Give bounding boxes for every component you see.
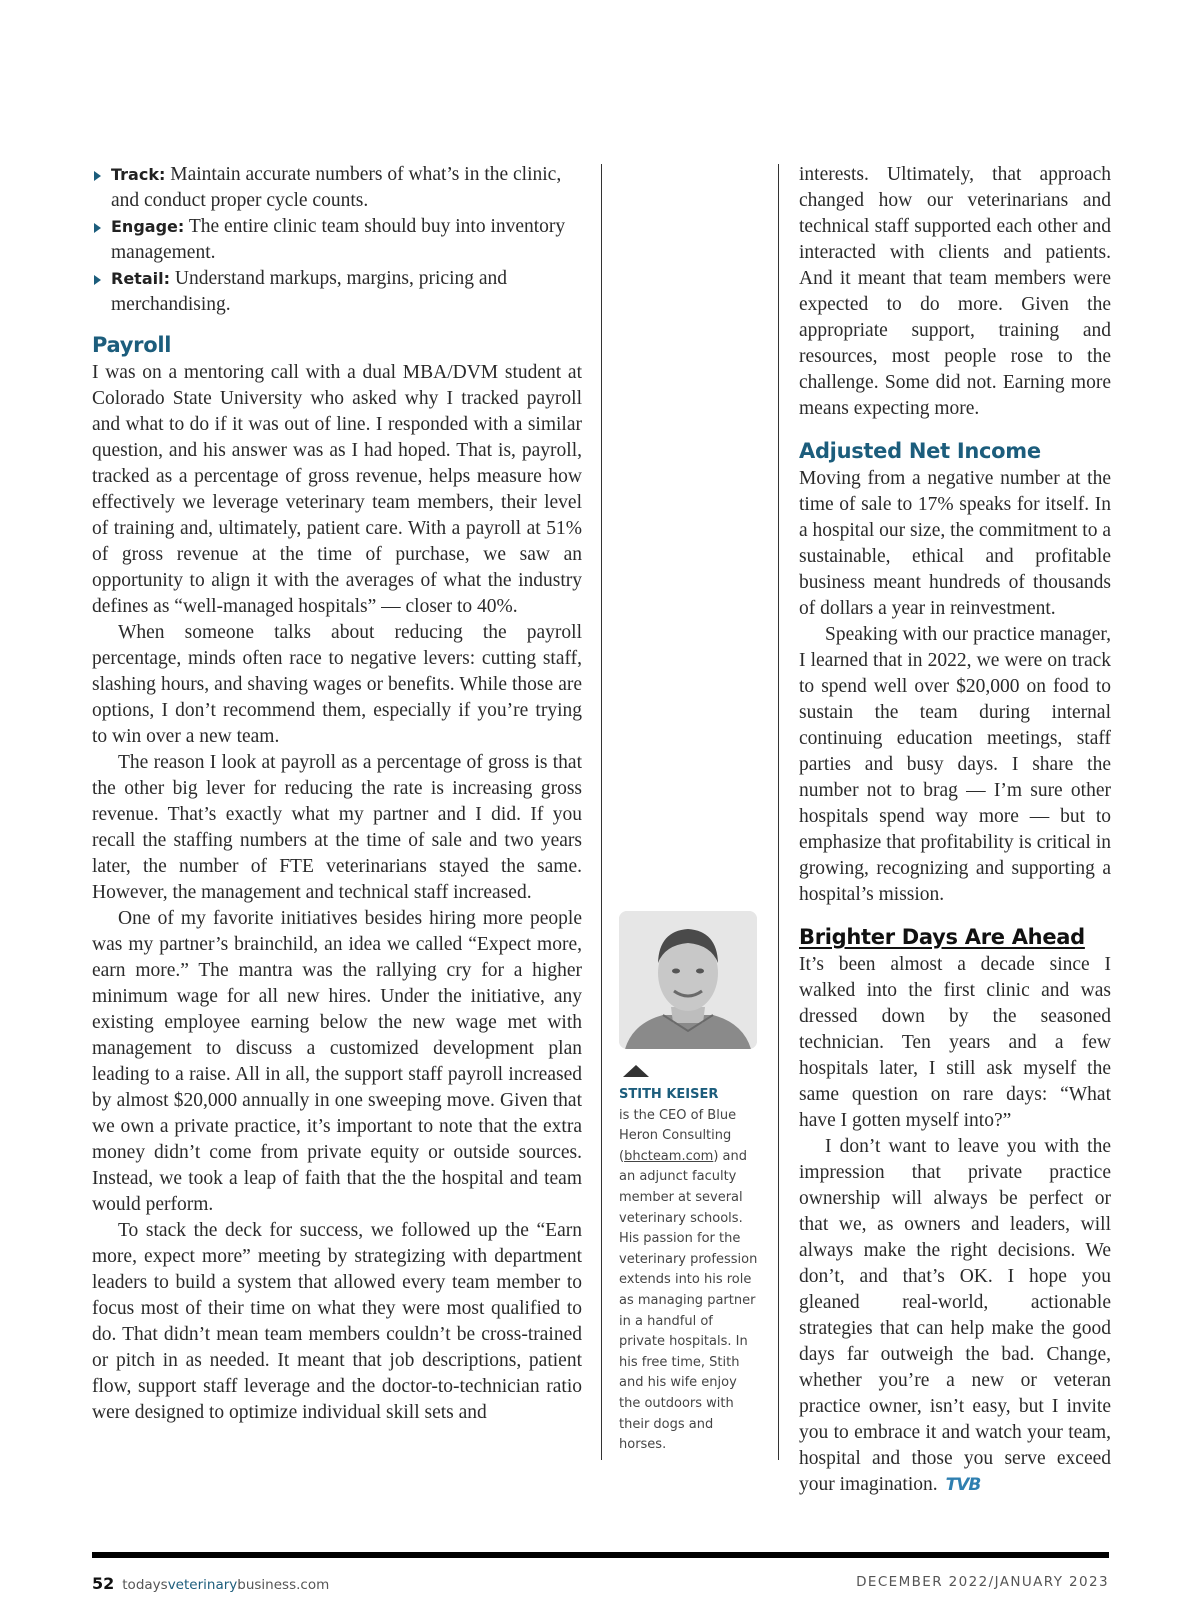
body-paragraph — [799, 1134, 1111, 1498]
section-heading-brighter-days: Brighter Days Are Ahead — [799, 925, 1085, 949]
footer-rule — [92, 1552, 1109, 1558]
author-portrait-image — [619, 911, 757, 1049]
body-paragraph: It’s been almost a decade since I walked into the first clinic and was dressed down by the seasoned technician. Ten years and a few hospitals later, I still ask myself the same question on rare days: “What have I gotten myself into?” — [799, 954, 1111, 1131]
author-photo — [619, 911, 757, 1049]
right-column — [799, 162, 1111, 1498]
bio-text: ) and an adjunct faculty member at several veterinary schools. His passion for the veterinary profession extends into his role as managing partner in a handful of private hospitals. In his free time, Stith and his wife enjoy the outdoors with their dogs and horses. — [619, 1148, 758, 1453]
site-url-part2: veterinary — [167, 1577, 238, 1593]
body-paragraph: When someone talks about reducing the payroll percentage, minds often race to negative levers: cutting staff, slashing hours, and shaving wages or benefits. While those are options, I don’t recommend them, especially if you’re trying to win over a new team. — [92, 622, 582, 747]
author-bio — [619, 1085, 761, 1456]
list-item — [92, 266, 582, 318]
author-name: STITH KEISER — [619, 1087, 719, 1102]
section-heading-payroll: Payroll — [92, 333, 172, 357]
body-paragraph: Speaking with our practice manager, I learned that in 2022, we were on track to spend well over $20,000 on food to sustain the team during internal continuing education meetings, staff parties and busy days. I share the number not to brag — I’m sure other hospitals spend way more — but to emphasize that profitability is critical in growing, recognizing and supporting a hospital’s mission. — [799, 624, 1111, 905]
body-paragraph: One of my favorite initiatives besides hiring more people was my partner’s brainchild, an idea we called “Expect more, earn more.” The mantra was the rallying cry for a higher minimum wage for all new hires. Under the initiative, any existing employee earning below the new wage met with management to discuss a customized development plan leading to a raise. All in all, the support staff payroll increased by almost $20,000 annually in one sweeping move. Given that we own a private practice, it’s important to note that the extra money didn’t come from private equity or outside sources. Instead, we took a leap of faith that the the hospital and team would perform. — [92, 908, 582, 1215]
bullet-lead: Track: — [111, 165, 166, 184]
footer-left — [92, 1574, 329, 1593]
bullet-lead: Engage: — [111, 217, 185, 236]
tvb-logo: TVB — [945, 1475, 981, 1495]
left-column — [92, 162, 582, 1426]
triangle-up-icon — [623, 1065, 649, 1077]
list-item — [92, 214, 582, 266]
bullet-text: Understand markups, margins, pricing and merchandising. — [111, 268, 508, 315]
body-paragraph: interests. Ultimately, that approach changed how our veterinarians and technical staff supported each other and interacted with clients and patients. And it meant that team members were expected to do more. Given the appropriate support, training and resources, most people rose to the challenge. Some did not. Earning more means expecting more. — [799, 164, 1111, 419]
page-number: 52 — [92, 1574, 115, 1593]
bullet-lead: Retail: — [111, 269, 170, 288]
body-paragraph: To stack the deck for success, we followed up the “Earn more, expect more” meeting by strategizing with department leaders to build a system that allowed every team member to focus most of their time on what they were most qualified to do. That didn’t mean team members couldn’t be cross-trained or pitch in as needed. It meant that job descriptions, patient flow, support staff leverage and the doctor-to-technician ratio were designed to optimize individual skill sets and — [92, 1220, 582, 1423]
bullet-list — [92, 162, 582, 318]
bio-text: is the CEO of Blue Heron Consulting ( — [619, 1107, 737, 1164]
site-url-part3: business.com — [237, 1577, 330, 1593]
column-divider — [601, 164, 602, 1460]
bullet-text: The entire clinic team should buy into inventory management. — [111, 216, 566, 263]
body-paragraph: I was on a mentoring call with a dual MBA/DVM student at Colorado State University who asked why I tracked payroll and what to do if it was out of line. I responded with a similar question, and his answer was as I had hoped. That is, payroll, tracked as a percentage of gross revenue, helps measure how effectively we leverage veterinary team members, their level of training and, ultimately, patient care. With a payroll at 51% of gross revenue at the time of purchase, we saw an opportunity to align it with the averages of what the industry defines as “well-managed hospitals” — closer to 40%. — [92, 362, 582, 617]
site-url-part1: todays — [122, 1577, 168, 1593]
author-website-link[interactable]: bhcteam.com — [624, 1148, 714, 1164]
section-heading-adjusted-net-income: Adjusted Net Income — [799, 439, 1041, 463]
list-item — [92, 162, 582, 214]
body-paragraph: Moving from a negative number at the time of sale to 17% speaks for itself. In a hospital our size, the commitment to a sustainable, ethical and profitable business meant hundreds of thousands of dollars a year in reinvestment. — [799, 468, 1111, 619]
author-bio-sidebar — [619, 911, 761, 1456]
bullet-text: Maintain accurate numbers of what’s in the clinic, and conduct proper cycle counts. — [111, 164, 562, 211]
body-paragraph-text: I don’t want to leave you with the impression that private practice ownership will always be perfect or that we, as owners and leaders, will always make the right decisions. We don’t, and that’s OK. I hope you gleaned real-world, actionable strategies that can help make the good days far outweigh the bad. Change, whether you’re a new or veteran practice owner, isn’t easy, but I invite you to embrace it and watch your team, hospital and those you serve exceed your imagination. — [799, 1136, 1111, 1495]
issue-date: DECEMBER 2022/JANUARY 2023 — [856, 1574, 1109, 1590]
body-paragraph: The reason I look at payroll as a percentage of gross is that the other big lever for reducing the rate is increasing gross revenue. That’s exactly what my partner and I did. If you recall the staffing numbers at the time of sale and two years later, the number of FTE veterinarians stayed the same. However, the management and technical staff increased. — [92, 752, 582, 903]
column-divider — [778, 164, 779, 1460]
